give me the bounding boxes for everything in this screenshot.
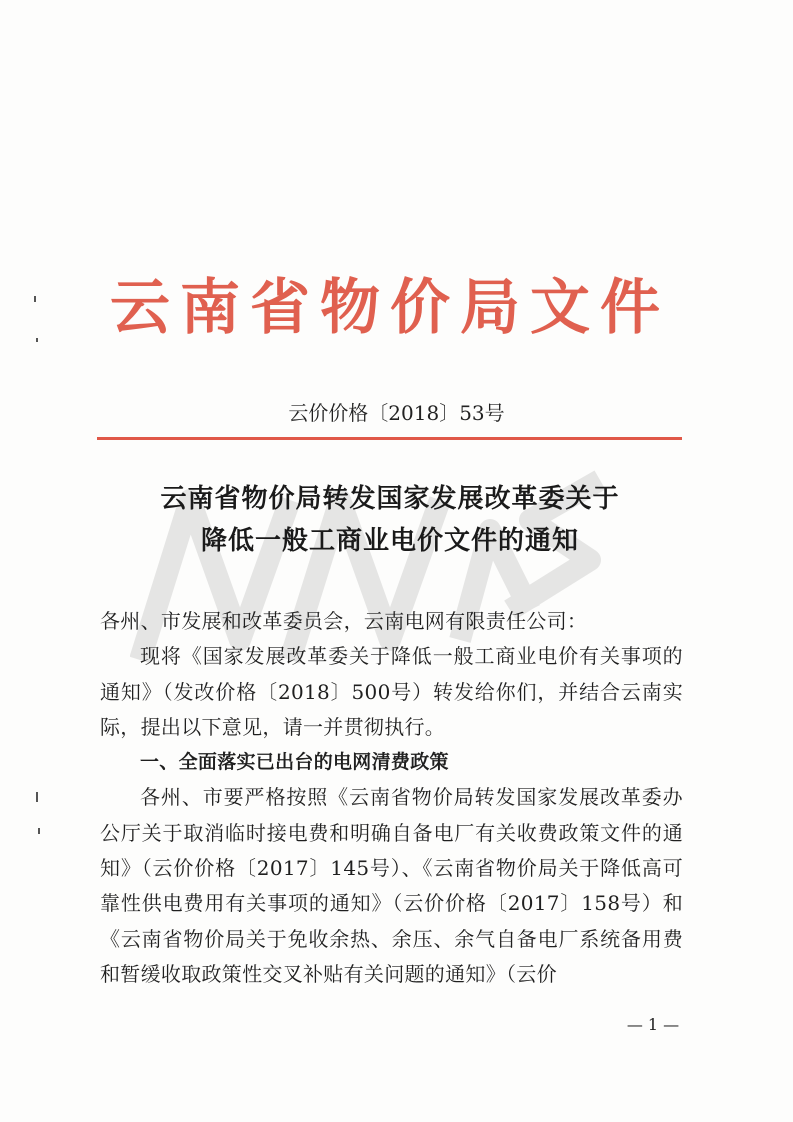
section-heading-1: 一、全面落实已出台的电网清费政策: [140, 751, 449, 774]
scan-artifact-mark: [36, 792, 38, 802]
body-paragraph-1: 现将《国家发展改革委关于降低一般工商业电价有关事项的通知》（发改价格〔2018〕500号）转发给你们，并结合云南实际，提出以下意见，请一并贯彻执行。: [100, 644, 683, 739]
page-number: — 1 —: [626, 1015, 680, 1034]
document-title-line-1: 云南省物价局转发国家发展改革委关于: [160, 484, 620, 514]
addressee: 各州、市发展和改革委员会，云南电网有限责任公司：: [100, 609, 588, 633]
issuer-title: 云南省物价局文件: [110, 273, 670, 343]
scan-artifact-mark: [38, 828, 40, 834]
scan-artifact-mark: [36, 338, 38, 342]
document-title-line-2: 降低一般工商业电价文件的通知: [200, 526, 579, 556]
document-body: [100, 604, 683, 992]
header-divider: [97, 437, 682, 440]
body-paragraph-2: 各州、市要严格按照《云南省物价局转发国家发展改革委办公厅关于取消临时接电费和明确自备电厂有关收费政策文件的通知》（云价价格〔2017〕145号）、《云南省物价局关于降低高可靠性供电费用有关事项的通知》（云价价格〔2017〕158号）和《云南省物价局关于免收余热、余压、余气自备电厂系统备用费和暂缓收取政策性交叉补贴有关问题的通知》（云价: [100, 785, 683, 986]
document-number: 云价价格〔2018〕53号: [288, 401, 505, 425]
document-title: [90, 478, 690, 562]
scan-artifact-mark: [34, 296, 36, 302]
